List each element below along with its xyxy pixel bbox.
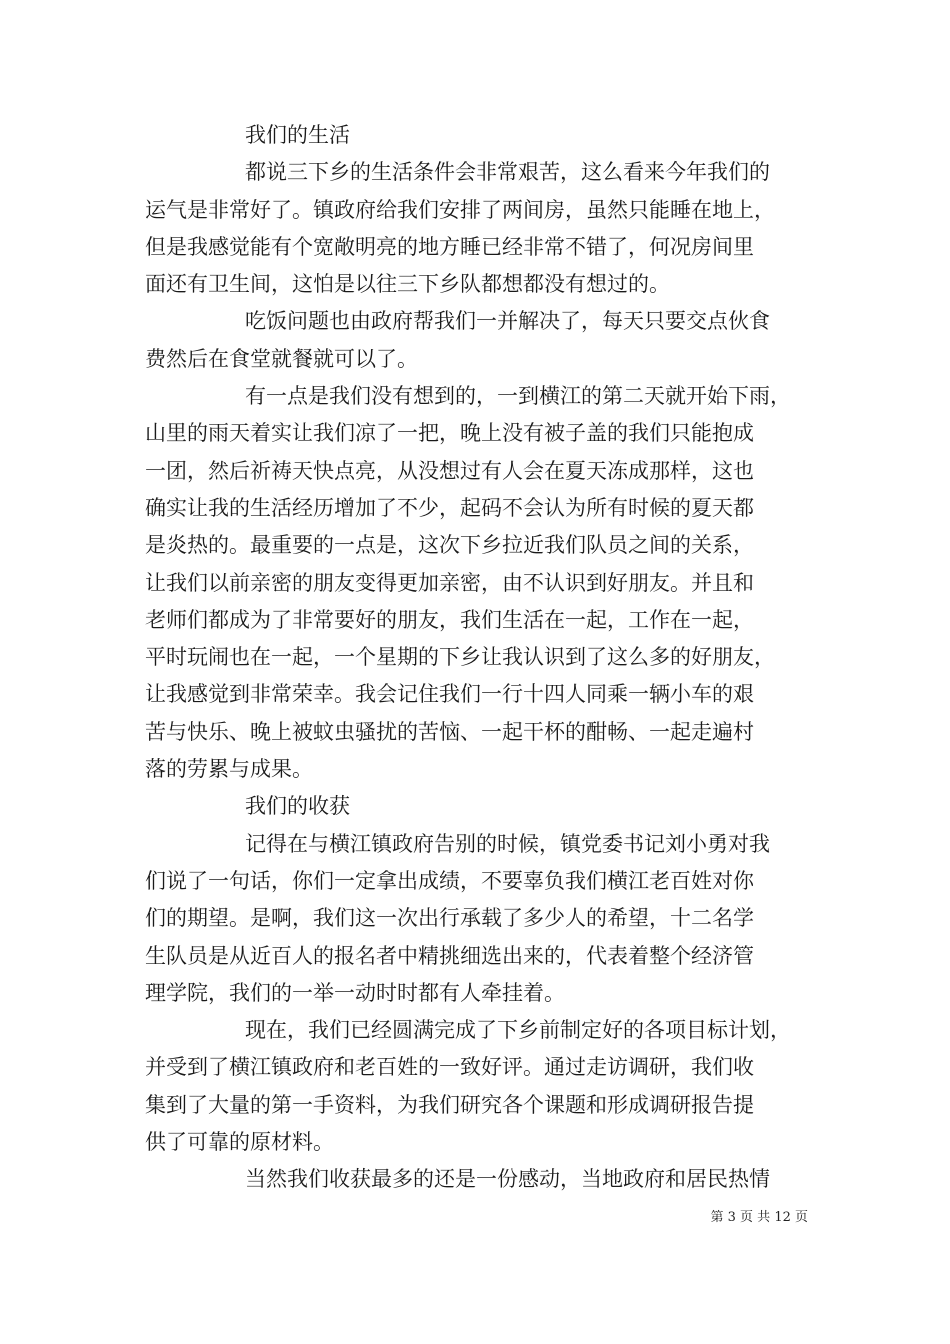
text-line: 平时玩闹也在一起，一个星期的下乡让我认识到了这么多的好朋友， bbox=[145, 645, 775, 670]
text-line: 但是我感觉能有个宽敞明亮的地方睡已经非常不错了，何况房间里 bbox=[145, 234, 754, 259]
text-line: 我们的收获 bbox=[245, 794, 350, 819]
text-line: 吃饭问题也由政府帮我们一并解决了，每天只要交点伙食 bbox=[245, 309, 770, 334]
text-line: 有一点是我们没有想到的，一到横江的第二天就开始下雨， bbox=[245, 384, 791, 409]
text-line: 并受到了横江镇政府和老百姓的一致好评。通过走访调研，我们收 bbox=[145, 1055, 754, 1080]
text-line: 面还有卫生间，这怕是以往三下乡队都想都没有想过的。 bbox=[145, 272, 670, 297]
text-line: 落的劳累与成果。 bbox=[145, 757, 313, 782]
text-line: 记得在与横江镇政府告别的时候，镇党委书记刘小勇对我 bbox=[245, 831, 770, 856]
text-line: 老师们都成为了非常要好的朋友，我们生活在一起，工作在一起， bbox=[145, 607, 754, 632]
text-line: 一团，然后祈祷天快点亮，从没想过有人会在夏天冻成那样，这也 bbox=[145, 458, 754, 483]
text-line: 我们的生活 bbox=[245, 123, 350, 147]
text-line: 们的期望。是啊，我们这一次出行承载了多少人的希望，十二名学 bbox=[145, 906, 754, 931]
text-line: 理学院，我们的一举一动时时都有人牵挂着。 bbox=[145, 980, 565, 1005]
text-line: 让我感觉到非常荣幸。我会记住我们一行十四人同乘一辆小车的艰 bbox=[145, 682, 754, 707]
text-line: 苦与快乐、晚上被蚊虫骚扰的苦恼、一起干杯的酣畅、一起走遍村 bbox=[145, 719, 754, 744]
text-line: 生队员是从近百人的报名者中精挑细选出来的，代表着整个经济管 bbox=[145, 943, 754, 968]
page-number-footer: 第 3 页 共 12 页 bbox=[710, 1210, 808, 1225]
text-line: 都说三下乡的生活条件会非常艰苦，这么看来今年我们的 bbox=[245, 160, 770, 185]
text-line: 让我们以前亲密的朋友变得更加亲密，由不认识到好朋友。并且和 bbox=[145, 570, 754, 595]
text-line: 费然后在食堂就餐就可以了。 bbox=[145, 346, 418, 371]
text-line: 是炎热的。最重要的一点是，这次下乡拉近我们队员之间的关系， bbox=[145, 533, 754, 558]
text-line: 确实让我的生活经历增加了不少，起码不会认为所有时候的夏天都 bbox=[145, 495, 754, 520]
text-line: 山里的雨天着实让我们凉了一把，晚上没有被子盖的我们只能抱成 bbox=[145, 421, 754, 446]
text-line: 现在，我们已经圆满完成了下乡前制定好的各项目标计划， bbox=[245, 1018, 791, 1043]
text-line: 供了可靠的原材料。 bbox=[145, 1130, 334, 1155]
text-line: 当然我们收获最多的还是一份感动，当地政府和居民热情 bbox=[245, 1167, 770, 1192]
text-line: 运气是非常好了。镇政府给我们安排了两间房，虽然只能睡在地上， bbox=[145, 197, 775, 222]
text-line: 集到了大量的第一手资料，为我们研究各个课题和形成调研报告提 bbox=[145, 1092, 754, 1117]
text-line: 们说了一句话，你们一定拿出成绩，不要辜负我们横江老百姓对你 bbox=[145, 868, 754, 893]
document-body bbox=[145, 117, 825, 1199]
